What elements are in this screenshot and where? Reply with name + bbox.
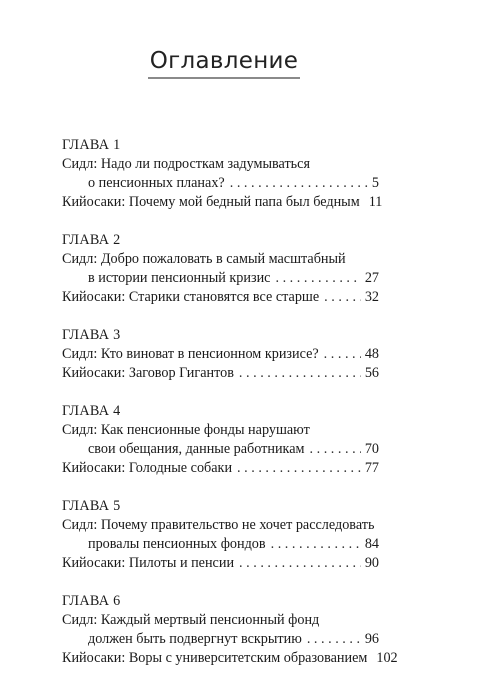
toc-chapter [62, 402, 379, 478]
entry-title: Сидл: Почему правительство не хочет расследовать [62, 517, 375, 533]
dot-leader [239, 554, 361, 573]
toc-entry[interactable] [62, 554, 379, 573]
toc-chapter [62, 326, 379, 383]
entry-title: Кийосаки: Голодные собаки [62, 460, 233, 476]
chapter-label: ГЛАВА 6 [62, 593, 121, 609]
dot-leader [324, 288, 361, 307]
page-number: 27 [364, 270, 379, 286]
toc-entry-line [62, 630, 379, 649]
chapter-label: ГЛАВА 2 [62, 232, 121, 248]
chapter-label: ГЛАВА 3 [62, 327, 121, 343]
toc-entry[interactable] [62, 288, 379, 307]
page-number: 77 [364, 460, 379, 476]
page-number: 90 [364, 555, 379, 571]
page-number: 56 [364, 365, 379, 381]
toc-entry[interactable] [62, 155, 379, 193]
entry-title: Сидл: Кто виноват в пенсионном кризисе? [62, 346, 319, 362]
entry-title: Сидл: Как пенсионные фонды нарушают [62, 422, 310, 438]
toc-entry-line [62, 459, 379, 478]
entry-title: о пенсионных планах? [88, 175, 225, 191]
toc-chapter [62, 592, 398, 668]
dot-leader [275, 269, 360, 288]
entry-title: Кийосаки: Воры с университетским образованием [62, 650, 368, 666]
toc-entry-line [62, 554, 379, 573]
toc-entry-line [62, 611, 379, 630]
page-number: 96 [364, 631, 379, 647]
page-title: Оглавление [149, 48, 299, 74]
page-number: 102 [376, 650, 398, 666]
toc-entry[interactable] [62, 516, 379, 554]
entry-title: в истории пенсионный кризис [88, 270, 271, 286]
dot-leader [230, 174, 368, 193]
chapter-label: ГЛАВА 5 [62, 498, 121, 514]
entry-title: Сидл: Добро пожаловать в самый масштабный [62, 251, 346, 267]
toc-entry[interactable] [62, 193, 383, 212]
entry-title: Кийосаки: Заговор Гигантов [62, 365, 234, 381]
toc-entry[interactable] [62, 459, 379, 478]
toc-entry-line [62, 535, 379, 554]
entry-title: Кийосаки: Старики становятся все старше [62, 289, 320, 305]
page-number: 70 [364, 441, 379, 457]
toc-entry-line [62, 155, 379, 174]
page-number: 32 [364, 289, 379, 305]
toc-entry-line [62, 269, 379, 288]
table-of-contents [62, 136, 398, 687]
toc-entry-line [62, 345, 379, 364]
page-number: 11 [368, 194, 383, 210]
entry-title: Кийосаки: Пилоты и пенсии [62, 555, 235, 571]
toc-entry[interactable] [62, 649, 398, 668]
toc-entry[interactable] [62, 345, 379, 364]
entry-title: Кийосаки: Почему мой бедный папа был бедным [62, 194, 360, 210]
dot-leader [324, 345, 361, 364]
entry-title: Сидл: Каждый мертвый пенсионный фонд [62, 612, 320, 628]
dot-leader [271, 535, 361, 554]
toc-entry-line [62, 174, 379, 193]
page-number: 48 [364, 346, 379, 362]
entry-title: провалы пенсионных фондов [88, 536, 266, 552]
toc-entry-line [62, 193, 383, 212]
toc-entry-line [62, 649, 398, 668]
toc-entry-line [62, 516, 379, 535]
title-underline [148, 77, 300, 79]
toc-entry-line [62, 440, 379, 459]
entry-title: Сидл: Надо ли подросткам задумываться [62, 156, 310, 172]
entry-title: должен быть подвергнут вскрытию [88, 631, 302, 647]
page-number: 5 [371, 175, 379, 191]
toc-entry[interactable] [62, 611, 379, 649]
toc-entry-line [62, 421, 379, 440]
dot-leader [310, 440, 361, 459]
toc-entry[interactable] [62, 364, 379, 383]
toc-entry-line [62, 364, 379, 383]
toc-entry[interactable] [62, 250, 379, 288]
page-number: 84 [364, 536, 379, 552]
dot-leader [307, 630, 361, 649]
chapter-label: ГЛАВА 1 [62, 137, 121, 153]
toc-chapter [62, 136, 383, 212]
toc-entry-line [62, 288, 379, 307]
dot-leader [239, 364, 361, 383]
toc-chapter [62, 231, 379, 307]
dot-leader [237, 459, 361, 478]
entry-title: свои обещания, данные работникам [88, 441, 305, 457]
chapter-label: ГЛАВА 4 [62, 403, 121, 419]
toc-chapter [62, 497, 379, 573]
toc-entry-line [62, 250, 379, 269]
toc-entry[interactable] [62, 421, 379, 459]
